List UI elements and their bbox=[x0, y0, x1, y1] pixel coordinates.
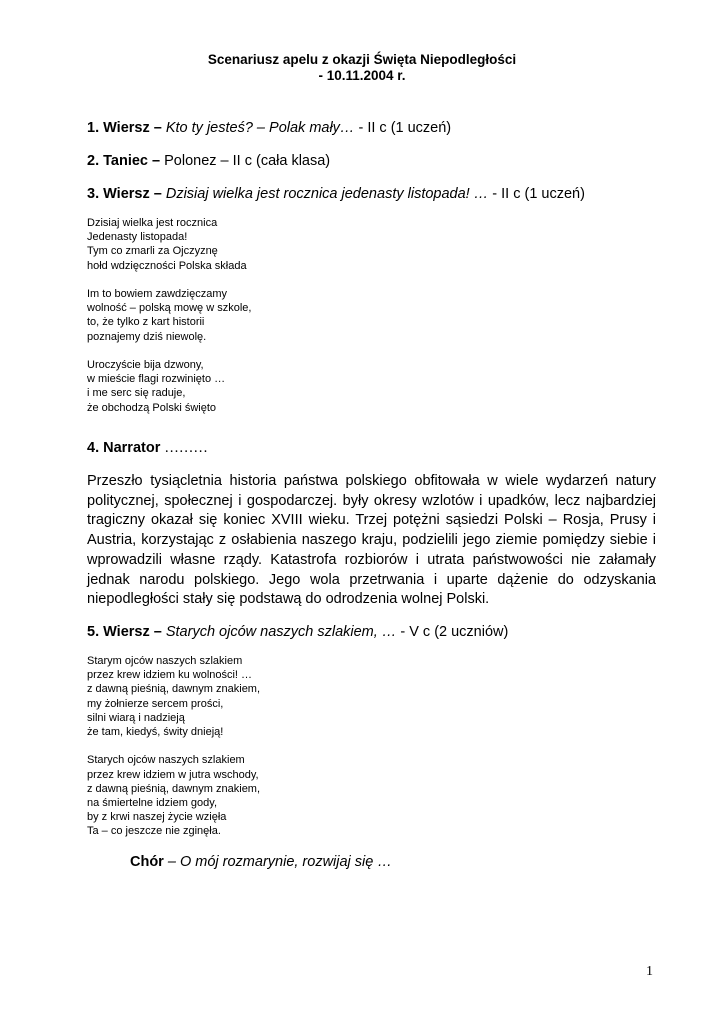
program-item-4 bbox=[87, 439, 208, 457]
poem-line: na śmiertelne idziem gody, bbox=[87, 797, 218, 810]
choir-song: – O mój rozmarynie, rozwijaj się … bbox=[163, 854, 392, 870]
poem-starych-ojcow bbox=[87, 654, 260, 853]
poem-line: i me serc się raduje, bbox=[87, 387, 186, 400]
poem-stanza bbox=[87, 216, 251, 273]
poem-stanza bbox=[87, 358, 251, 415]
program-item-1 bbox=[87, 119, 451, 137]
poem-line: z dawną pieśnią, dawnym znakiem, bbox=[87, 683, 261, 696]
item-number: 3. Wiersz – bbox=[87, 186, 162, 202]
poem-line: Ta – co jeszcze nie zginęła. bbox=[87, 825, 221, 838]
poem-line: z dawną pieśnią, dawnym znakiem, bbox=[87, 782, 261, 795]
item-number: 2. Taniec – bbox=[87, 153, 161, 169]
poem-line: Im to bowiem zawdzięczamy bbox=[87, 288, 227, 300]
program-item-3 bbox=[87, 185, 585, 203]
poem-line: Starym ojców naszych szlakiem bbox=[87, 655, 243, 667]
poem-line: Dzisiaj wielka jest rocznica bbox=[87, 217, 218, 229]
title-line-2: - 10.11.2004 r. bbox=[318, 68, 406, 83]
poem-stanza bbox=[87, 287, 251, 344]
poem-line: hołd wdzięczności Polska składa bbox=[87, 259, 247, 272]
item-dots: ……… bbox=[164, 440, 208, 456]
title-line-1: Scenariusz apelu z okazji Święta Niepodległości bbox=[207, 52, 517, 67]
poem-dzisiaj-wielka bbox=[87, 216, 251, 429]
item-work: Starych ojców naszych szlakiem, … bbox=[165, 624, 397, 640]
poem-line: silni wiarą i nadzieją bbox=[87, 711, 185, 724]
narrator-text: Przeszło tysiącletnia historia państwa polskiego obfitowała w wiele wydarzeń natury politycznej, społecznej i gospodarczej. były okresy wzlotów i upadków, lecz najbardziej tragiczny okazał się koniec XVIII wieku. Trzej potężni sąsiedzi Polski – Rosja, Prusy i Austria, korzystając z osłabienia naszego kraju, podzielili jego ziemie pomiędzy siebie i wprowadzili własne rządy. Katastrofa rozbiorów i utrata państwowości nie załamały jednak narodu polskiego. Jego wola przetrwania i uparte dążenie do odzyskania niepodległości stały się podstawą do odrodzenia wolnej Polski. bbox=[87, 473, 656, 608]
item-number: 5. Wiersz – bbox=[87, 624, 162, 640]
item-performer: - V c (2 uczniów) bbox=[396, 624, 509, 640]
choir-line bbox=[130, 853, 392, 871]
poem-line: wolność – polską mowę w szkole, bbox=[87, 302, 252, 315]
poem-line: to, że tylko z kart historii bbox=[87, 316, 205, 329]
poem-line: w mieście flagi rozwinięto … bbox=[87, 373, 226, 386]
poem-line: przez krew idziem w jutra wschody, bbox=[87, 768, 259, 781]
poem-line: że tam, kiedyś, świty dnieją! bbox=[87, 726, 224, 739]
poem-line: by z krwi naszej życie wzięła bbox=[87, 811, 227, 824]
poem-stanza bbox=[87, 654, 260, 739]
item-performer: - II c (1 uczeń) bbox=[354, 120, 452, 136]
item-performer: - II c (1 uczeń) bbox=[488, 186, 585, 202]
item-work: Polonez – II c (cała klasa) bbox=[164, 153, 331, 169]
poem-stanza bbox=[87, 753, 260, 838]
page-number: 1 bbox=[646, 964, 653, 979]
poem-line: poznajemy dziś niewolę. bbox=[87, 330, 207, 343]
document-title bbox=[0, 52, 724, 84]
poem-line: Uroczyście bija dzwony, bbox=[87, 359, 204, 371]
item-number: 1. Wiersz – bbox=[87, 120, 162, 136]
poem-line: przez krew idziem ku wolności! … bbox=[87, 669, 253, 682]
poem-line: że obchodzą Polski święto bbox=[87, 401, 217, 414]
program-item-2 bbox=[87, 152, 330, 170]
poem-line: Starych ojców naszych szlakiem bbox=[87, 754, 245, 767]
poem-line: my żołnierze sercem prości, bbox=[87, 697, 224, 710]
program-item-5 bbox=[87, 623, 508, 641]
poem-line: Jedenasty listopada! bbox=[87, 231, 188, 244]
item-work: Kto ty jesteś? – Polak mały… bbox=[165, 120, 355, 136]
choir-label: Chór bbox=[130, 854, 164, 870]
item-number: 4. Narrator bbox=[87, 440, 161, 456]
poem-line: Tym co zmarli za Ojczyznę bbox=[87, 245, 218, 258]
item-work: Dzisiaj wielka jest rocznica jedenasty listopada! … bbox=[165, 186, 489, 202]
